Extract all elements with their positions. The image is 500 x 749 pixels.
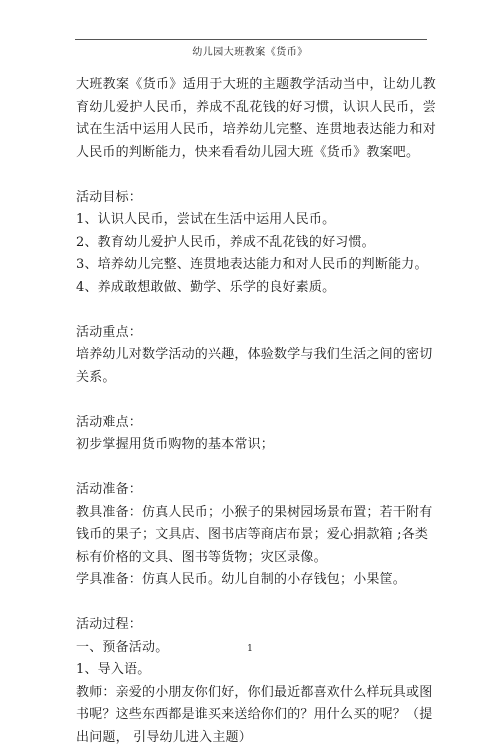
spacer: [76, 389, 436, 412]
goal-item: 4、养成敢想敢做、勤学、乐学的良好素质。: [76, 277, 436, 300]
page-header-title: 幼儿园大班教案《货币》: [0, 47, 500, 59]
difficulties-text: 初步掌握用货币购物的基本常识；: [76, 434, 436, 457]
student-preparation: 学具准备：仿真人民币。幼儿自制的小存钱包；小果筐。: [76, 569, 436, 592]
key-points-heading: 活动重点：: [76, 322, 436, 345]
teacher-dialogue: 教师：亲爱的小朋友你们好，你们最近都喜欢什么样玩具或图书呢？这些东西都是谁买来送给你们的？用什么买的呢？（提出问题， 引导幼儿进入主题）: [76, 682, 436, 749]
process-heading: 活动过程：: [76, 614, 436, 637]
preparation-heading: 活动准备：: [76, 479, 436, 502]
goal-item: 1、认识人民币，尝试在生活中运用人民币。: [76, 209, 436, 232]
difficulties-heading: 活动难点：: [76, 412, 436, 435]
process-step: 一、预备活动。: [76, 637, 436, 660]
goal-item: 3、培养幼儿完整、连贯地表达能力和对人民币的判断能力。: [76, 254, 436, 277]
goals-heading: 活动目标：: [76, 187, 436, 210]
process-substep: 1、导入语。: [76, 659, 436, 682]
key-points-text: 培养幼儿对数学活动的兴趣，体验数学与我们生活之间的密切关系。: [76, 344, 436, 389]
spacer: [76, 457, 436, 480]
intro-paragraph: 大班教案《货币》适用于大班的主题教学活动当中，让幼儿教育幼儿爱护人民币，养成不乱花钱的好习惯，认识人民币，尝试在生活中运用人民币，培养幼儿完整、连贯地表达能力和对人民币的判断能力，快来看看幼儿园大班《货币》教案吧。: [76, 74, 436, 164]
spacer: [76, 299, 436, 322]
header-rule: [75, 39, 427, 40]
goal-item: 2、教育幼儿爱护人民币，养成不乱花钱的好习惯。: [76, 232, 436, 255]
spacer: [76, 164, 436, 187]
teacher-preparation: 教具准备：仿真人民币；小猴子的果树园场景布置；若干附有钱币的果子；文具店、图书店等商店布景；爱心捐款箱 ;各类标有价格的文具、图书等货物；灾区录像。: [76, 502, 436, 570]
page-number: 1: [0, 644, 500, 654]
spacer: [76, 592, 436, 615]
